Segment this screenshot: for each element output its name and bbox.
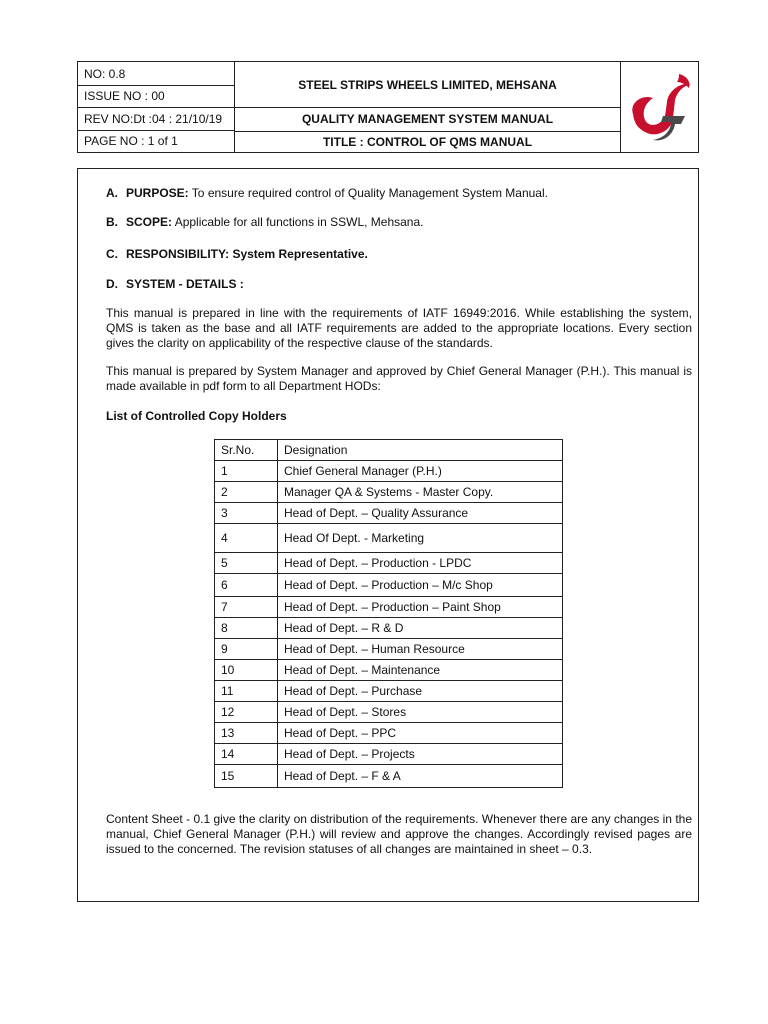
sr-no-cell: 4 [215, 524, 278, 553]
section-letter: C. [106, 247, 118, 261]
copy-holders-table [214, 439, 563, 788]
table-header-row [215, 440, 563, 461]
designation-cell: Head of Dept. – PPC [278, 723, 563, 744]
designation-cell: Chief General Manager (P.H.) [278, 461, 563, 482]
section-label: SYSTEM [126, 277, 176, 291]
section-label: RESPONSIBILITY: System Representative. [126, 247, 368, 261]
issue-number: ISSUE NO : 00 [84, 89, 165, 103]
table-row [215, 574, 563, 597]
table-row [215, 618, 563, 639]
revision-number: REV NO:Dt :04 : 21/10/19 [84, 111, 223, 126]
designation-cell: Head of Dept. – Production – Paint Shop [278, 597, 563, 618]
designation-cell: Head of Dept. – R & D [278, 618, 563, 639]
designation-cell: Manager QA & Systems - Master Copy. [278, 482, 563, 503]
section-label: PURPOSE: [126, 186, 189, 200]
table-row [215, 723, 563, 744]
sr-no-cell: 3 [215, 503, 278, 524]
designation-cell: Head of Dept. – Production – M/c Shop [278, 574, 563, 597]
company-name: STEEL STRIPS WHEELS LIMITED, MEHSANA [298, 77, 557, 92]
section-text: Applicable for all functions in SSWL, Mehsana. [172, 215, 424, 229]
section-letter: B. [106, 215, 118, 229]
table-row [215, 765, 563, 788]
sr-no-cell: 14 [215, 744, 278, 765]
designation-cell: Head of Dept. – Purchase [278, 681, 563, 702]
document-header [77, 61, 699, 153]
section-responsibility [106, 247, 368, 261]
sr-no-cell: 8 [215, 618, 278, 639]
section-letter: A. [106, 186, 118, 200]
paragraph-revisions: Content Sheet - 0.1 give the clarity on distribution of the requirements. Whenever there are any changes in the manual, Chief General Manager (P.H.) will review and approve the changes. Accordingly revised pages are issued to the concerned. The revision statuses of all changes are maintained in sheet – 0.3. [106, 812, 692, 856]
table-row [215, 744, 563, 765]
sr-no-cell: 10 [215, 660, 278, 681]
table-row [215, 639, 563, 660]
designation-cell: Head of Dept. – Production - LPDC [278, 553, 563, 574]
designation-cell: Head of Dept. – Quality Assurance [278, 503, 563, 524]
table-header-cell: Sr.No. [215, 440, 278, 461]
section-scope [106, 215, 423, 229]
sr-no-cell: 2 [215, 482, 278, 503]
paragraph-intro: This manual is prepared in line with the requirements of IATF 16949:2016. While establishing the system, QMS is taken as the base and all IATF requirements are added to the appropriate locations. Every section gives the clarity on applicability of the respective clause of the standards. [106, 306, 692, 350]
table-row [215, 660, 563, 681]
table-row [215, 503, 563, 524]
list-heading: List of Controlled Copy Holders [106, 409, 287, 423]
sr-no-cell: 11 [215, 681, 278, 702]
designation-cell: Head of Dept. – Stores [278, 702, 563, 723]
doc-number: NO: 0.8 [84, 66, 126, 81]
section-purpose [106, 186, 548, 200]
designation-cell: Head of Dept. – F & A [278, 765, 563, 788]
designation-cell: Head Of Dept. - Marketing [278, 524, 563, 553]
section-text: - DETAILS : [175, 277, 244, 291]
designation-cell: Head of Dept. – Maintenance [278, 660, 563, 681]
sr-no-cell: 9 [215, 639, 278, 660]
sr-no-cell: 1 [215, 461, 278, 482]
table-row [215, 597, 563, 618]
page-number: PAGE NO : 1 of 1 [84, 134, 178, 148]
manual-name: QUALITY MANAGEMENT SYSTEM MANUAL [301, 112, 554, 126]
table-row [215, 524, 563, 553]
paragraph-approval: This manual is prepared by System Manager and approved by Chief General Manager (P.H.). This manual is made available in pdf form to all Department HODs: [106, 364, 692, 393]
designation-cell: Head of Dept. – Projects [278, 744, 563, 765]
sr-no-cell: 12 [215, 702, 278, 723]
section-letter: D. [106, 277, 118, 291]
document-title: TITLE : CONTROL OF QMS MANUAL [322, 134, 533, 149]
section-text: To ensure required control of Quality Management System Manual. [188, 186, 548, 200]
designation-cell: Head of Dept. – Human Resource [278, 639, 563, 660]
table-header-cell: Designation [278, 440, 563, 461]
table-row [215, 681, 563, 702]
sr-no-cell: 13 [215, 723, 278, 744]
table-row [215, 553, 563, 574]
sr-no-cell: 7 [215, 597, 278, 618]
document-body [77, 168, 699, 902]
sr-no-cell: 6 [215, 574, 278, 597]
sr-no-cell: 5 [215, 553, 278, 574]
section-label: SCOPE: [126, 215, 173, 229]
ssw-logo-icon [621, 62, 699, 152]
sr-no-cell: 15 [215, 765, 278, 788]
table-row [215, 461, 563, 482]
table-row [215, 482, 563, 503]
table-row [215, 702, 563, 723]
section-system-details [106, 277, 244, 291]
